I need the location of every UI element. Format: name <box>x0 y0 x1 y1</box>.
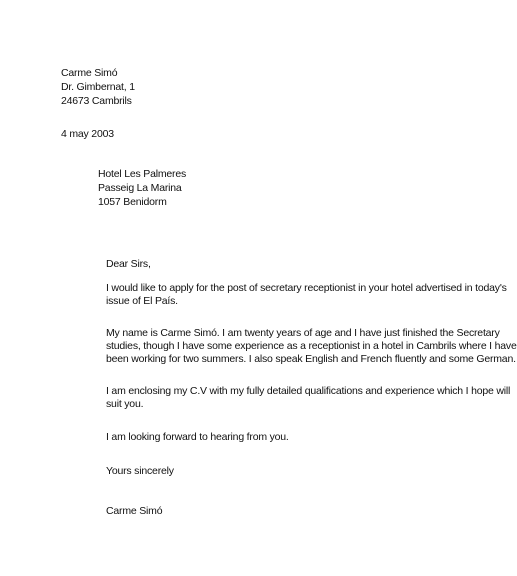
letter-date: 4 may 2003 <box>61 128 114 140</box>
salutation: Dear Sirs, <box>106 258 151 270</box>
signature: Carme Simó <box>106 505 163 517</box>
closing: Yours sincerely <box>106 465 174 477</box>
paragraph3-line: suit you. <box>106 398 144 410</box>
paragraph2-line: been working for two summers. I also speak English and French fluently and some German. <box>106 353 516 365</box>
sender-city: 24673 Cambrils <box>61 95 132 107</box>
recipient-name: Hotel Les Palmeres <box>98 168 187 180</box>
recipient-city: 1057 Benidorm <box>98 196 167 208</box>
paragraph2-line: studies, though I have some experience as a receptionist in a hotel in Cambrils where I have <box>106 340 517 352</box>
paragraph1-line: issue of El País. <box>106 295 178 307</box>
paragraph2-line: My name is Carme Simó. I am twenty years of age and I have just finished the Secretary <box>106 327 500 339</box>
paragraph3-line: I am enclosing my C.V with my fully detailed qualifications and experience which I hope will <box>106 385 511 397</box>
paragraph4-line: I am looking forward to hearing from you. <box>106 431 289 443</box>
paragraph1-line: I would like to apply for the post of secretary receptionist in your hotel advertised in today's <box>106 282 507 294</box>
sender-name: Carme Simó <box>61 67 118 79</box>
sender-street: Dr. Gimbernat, 1 <box>61 81 135 93</box>
recipient-street: Passeig La Marina <box>98 182 182 194</box>
